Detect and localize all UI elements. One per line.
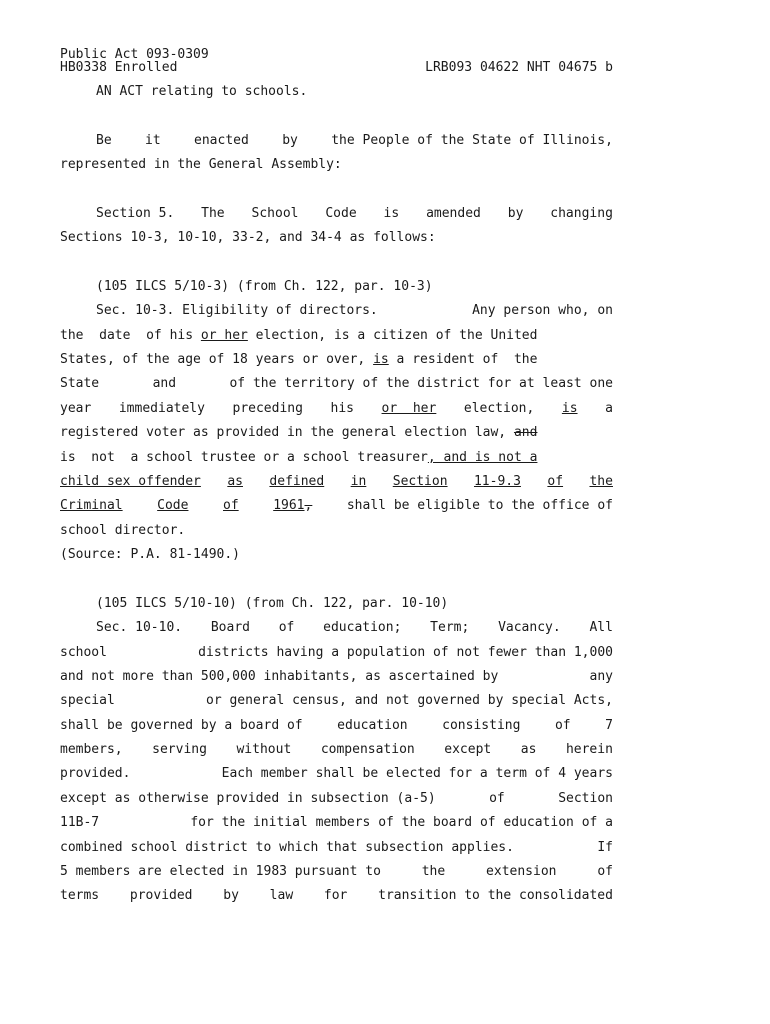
sec-10-3-line-1: Sec. 10-3. Eligibility of directors. Any person who, on — [96, 303, 613, 318]
inserted-text: Code — [157, 498, 189, 513]
header-line — [60, 60, 613, 76]
section-5-line-2: Sections 10-3, 10-10, 33-2, and 34-4 as follows: — [60, 230, 436, 245]
sec-10-3-line-8: child sex offender as defined in Section 11-9.3 of the — [60, 474, 613, 489]
sec-10-3-line-2: the date of his or her election, is a citizen of the United — [60, 328, 538, 343]
deleted-text: and — [513, 425, 538, 440]
sec-10-10-line-2: school districts having a population of not fewer than 1,000 — [60, 645, 613, 660]
sec-10-10-line-5: shall be governed by a board of education consisting of 7 — [60, 718, 613, 733]
sec-10-10-line-7: provided. Each member shall be elected for a term of 4 years — [60, 766, 613, 781]
inserted-text: is — [561, 401, 578, 416]
sec-10-10-line-8: except as otherwise provided in subsection (a-5) of Section — [60, 791, 613, 806]
inserted-text: is — [373, 352, 389, 367]
sec-10-3-line-7: is not a school trustee or a school treasurer, and is not a — [60, 450, 538, 465]
section-5-line-1: Section 5. The School Code is amended by changing — [96, 206, 613, 221]
act-title: AN ACT relating to schools. — [96, 84, 308, 99]
sec-10-3-line-4: State and of the territory of the district for at least one — [60, 376, 613, 391]
public-act-number: Public Act 093-0309 — [60, 47, 209, 62]
sec-10-10-line-12: terms provided by law for transition to the consolidated — [60, 888, 613, 903]
enacting-clause-line-2: represented in the General Assembly: — [60, 157, 342, 172]
sec-10-10-line-1: Sec. 10-10. Board of education; Term; Vacancy. All — [96, 620, 613, 635]
sec-10-10-line-3: and not more than 500,000 inhabitants, as ascertained by any — [60, 669, 613, 684]
sec-10-10-line-6: members, serving without compensation except as herein — [60, 742, 613, 757]
sec-10-10-line-11: 5 members are elected in 1983 pursuant to the extension of — [60, 864, 613, 879]
sec-10-10-line-4: special or general census, and not governed by special Acts, — [60, 693, 613, 708]
sec-10-3-line-9: Criminal Code of 1961, shall be eligible to the office of — [60, 498, 613, 513]
inserted-text: or her — [381, 401, 437, 416]
sec-10-3-line-6: registered voter as provided in the general election law, and — [60, 425, 538, 440]
sec-10-3-source: (Source: P.A. 81-1490.) — [60, 547, 241, 562]
enacting-clause-line-1: Be it enacted by the People of the State of Illinois, — [96, 133, 613, 148]
deleted-text: , — [304, 498, 313, 513]
sec-10-3-line-10: school director. — [60, 523, 186, 538]
sec-10-10-line-9: 11B-7 for the initial members of the board of education of a — [60, 815, 613, 830]
inserted-text: 1961 — [273, 498, 305, 513]
bill-number: HB0338 Enrolled — [60, 60, 178, 75]
sec-10-10-citation: (105 ILCS 5/10-10) (from Ch. 122, par. 10-10) — [96, 596, 449, 611]
sec-10-3-line-5: year immediately preceding his or her election, is a — [60, 401, 613, 416]
lrb-code: LRB093 04622 NHT 04675 b — [425, 60, 613, 75]
inserted-text: or her — [200, 328, 248, 343]
inserted-text: , and is not a — [427, 450, 538, 465]
sec-10-10-line-10: combined school district to which that subsection applies. If — [60, 840, 613, 855]
sec-10-3-citation: (105 ILCS 5/10-3) (from Ch. 122, par. 10-3) — [96, 279, 433, 294]
inserted-text: Criminal — [60, 498, 123, 513]
inserted-text: of — [223, 498, 239, 513]
sec-10-3-line-3: States, of the age of 18 years or over, is a resident of the — [60, 352, 538, 367]
